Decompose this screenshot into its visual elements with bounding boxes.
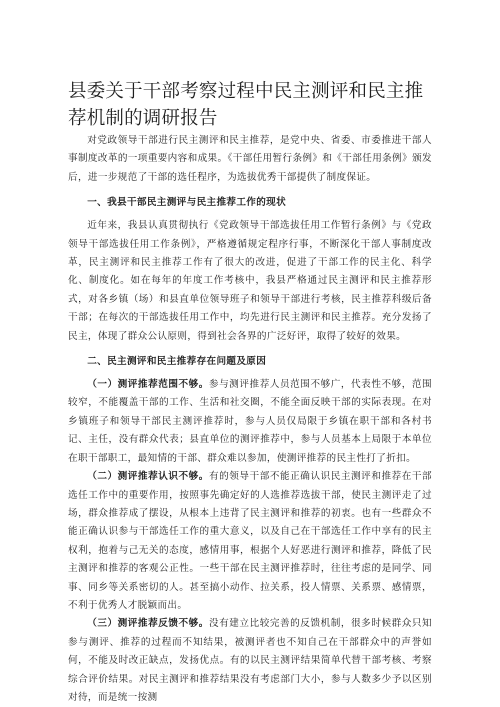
problem-text-1: 参与测评推荐人员范围不够广，代表性不够，范围较窄，不能覆盖干部的工作、生活和社交圈，不能全面反映干部的实际表现。在对乡镇班子和领导干部民主测评推荐时，参与人员仅局限于乡镇在职干部和各村书记、主任，没有群众代表；县直单位的测评推荐中，参与人员基本上局限于本单位在职干部职工，最知情的干部、群众难以参加，使测评推荐的民主性打了折扣。 — [68, 379, 433, 464]
problem-text-3: 没有建立比较完善的反馈机制，很多时候群众只知参与测评、推荐的过程而不知结果，被测评者也不知自己在干部群众中的声誉如何，不能及时改正缺点，发扬优点。有的以民主测评结果简单代替干部考核、考察综合评价结果。对民主测评和推荐结果没有考虑部门大小，参与人数多少予以区别对待，而是统一按测 — [68, 618, 433, 703]
problem-lead-1: （一）测评推荐范围不够。 — [87, 379, 209, 391]
problem-text-2: 有的领导干部不能正确认识民主测评和推荐在干部选任工作中的重要作用，按照事先确定好的人选推荐选拔干部，使民主测评走了过场，群众推荐成了摆设，从根本上违背了民主测评和推荐的初衷。也有一些群众不能正确认识参与干部选任工作的重大意义，以及自己在干部选任工作中享有的民主权利，抱着与己无关的态度，感情用事，根据个人好恶进行测评和推荐，降低了民主测评和推荐的客观公正性。一些干部在民主测评推荐时，往往考虑的是同学、同事、同乡等关系密切的人。甚至搞小动作、拉关系，投人情票、关系票、感情票，不利于优秀人才脱颖而出。 — [68, 471, 433, 611]
problem-paragraph-1 — [68, 376, 432, 468]
section-1-paragraph: 近年来，我县认真贯彻执行《党政领导干部选拔任用工作暂行条例》与《党政领导干部选拔任用工作条例》，严格遵循规定程序行事，不断深化干部人事制度改革，民主测评和民主推荐工作有了很大的改进，促进了干部工作的民主化、科学化、制度化。如在每年的年度工作考核中，我县严格通过民主测评和民主推荐形式，对各乡镇（场）和县直单位领导班子和领导干部进行考核，民主推荐科级后备干部；在每次的干部选拔任用工作中，均先进行民主测评和民主推荐。充分发扬了民主，体现了群众公认原则，得到社会各界的广泛好评，取得了较好的效果。 — [68, 220, 432, 342]
problem-paragraph-2 — [68, 468, 432, 615]
section-heading-1: 一、我县干部民主测评与民主推荐工作的现状 — [87, 197, 287, 209]
section-current-status — [68, 194, 432, 346]
document-title: 县委关于干部考察过程中民主测评和民主推荐机制的调研报告 — [68, 81, 424, 129]
section-heading-2: 二、民主测评和民主推荐存在问题及原因 — [87, 356, 267, 368]
problem-lead-3: （三）测评推荐反馈不够。 — [87, 618, 209, 630]
intro-paragraph: 对党政领导干部进行民主测评和民主推荐，是党中央、省委、市委推进干部人事制度改革的一项重要内容和成果。《干部任用暂行条例》和《干部任用条例》颁发后，进一步规范了干部的选任程序，为选拔优秀干部提供了制度保证。 — [68, 135, 432, 183]
problem-lead-2: （二）测评推荐认识不够。 — [87, 471, 209, 483]
problem-paragraph-3 — [68, 615, 432, 707]
section-problems — [68, 353, 432, 707]
